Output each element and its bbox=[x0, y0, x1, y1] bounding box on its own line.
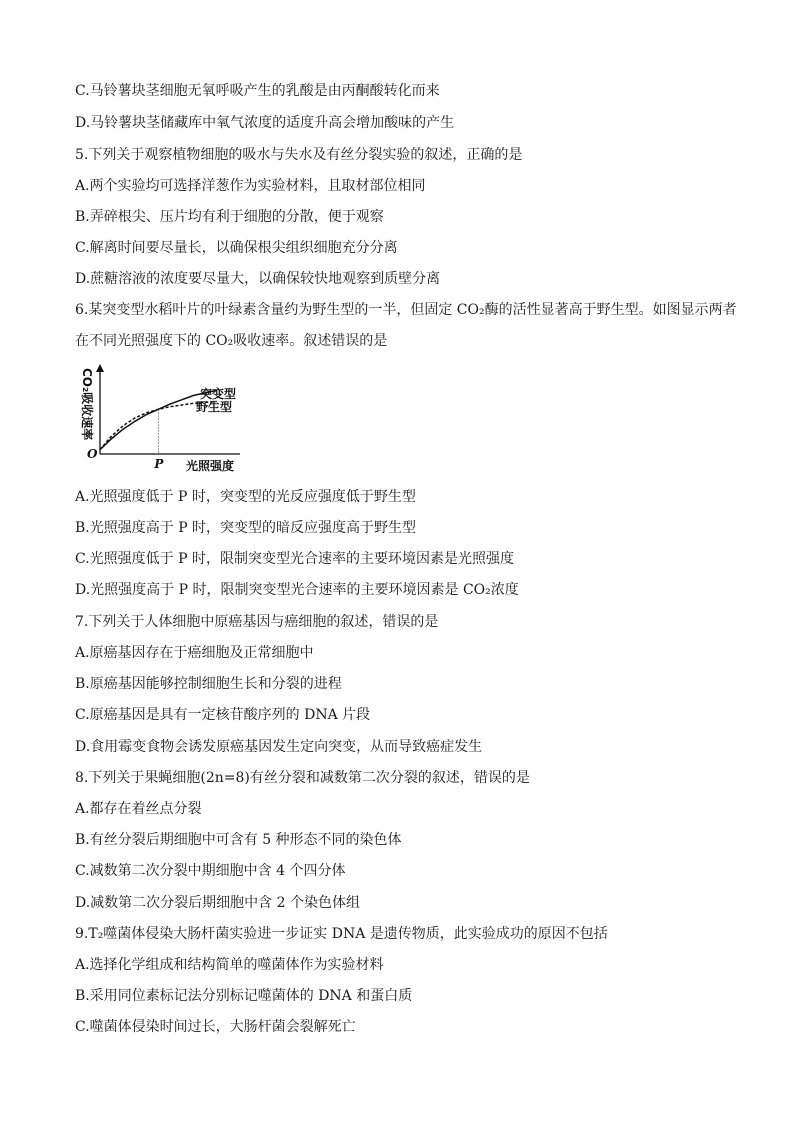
chart-svg bbox=[70, 362, 250, 477]
option-line: C.减数第二次分裂中期细胞中含 4 个四分体 bbox=[75, 863, 346, 879]
option-line: D.食用霉变食物会诱发原癌基因发生定向突变，从而导致癌症发生 bbox=[75, 739, 483, 755]
option-line: C.解离时间要尽量长，以确保根尖组织细胞充分分离 bbox=[75, 240, 398, 256]
option-line: C.噬菌体侵染时间过长，大肠杆菌会裂解死亡 bbox=[75, 1019, 356, 1035]
option-line: A.都存在着丝点分裂 bbox=[75, 801, 202, 817]
option-line: A.原癌基因存在于癌细胞及正常细胞中 bbox=[75, 645, 314, 661]
legend-mutant-label: 突变型 bbox=[200, 387, 237, 401]
option-line: B.光照强度高于 P 时，突变型的暗反应强度高于野生型 bbox=[75, 520, 417, 536]
p-tick-label: P bbox=[154, 457, 164, 471]
option-line: D.光照强度高于 P 时，限制突变型光合速率的主要环境因素是 CO₂浓度 bbox=[75, 582, 519, 598]
option-line: B.采用同位素标记法分别标记噬菌体的 DNA 和蛋白质 bbox=[75, 988, 413, 1004]
option-line: A.选择化学组成和结构简单的噬菌体作为实验材料 bbox=[75, 957, 384, 973]
question-9-stem: 9.T₂噬菌体侵染大肠杆菌实验进一步证实 DNA 是遗传物质，此实验成功的原因不包括 bbox=[75, 926, 608, 942]
option-line: D.减数第二次分裂后期细胞中含 2 个染色体组 bbox=[75, 895, 360, 911]
text-line: D.马铃薯块茎储藏库中氧气浓度的适度升高会增加酸味的产生 bbox=[75, 115, 455, 131]
legend-wild-label: 野生型 bbox=[196, 400, 233, 414]
option-line: A.光照强度低于 P 时，突变型的光反应强度低于野生型 bbox=[75, 489, 416, 505]
text-line: C.马铃薯块茎细胞无氧呼吸产生的乳酸是由丙酮酸转化而来 bbox=[75, 83, 440, 99]
question-8-stem: 8.下列关于果蝇细胞(2n=8)有丝分裂和减数第二次分裂的叙述，错误的是 bbox=[75, 770, 530, 786]
option-line: B.弄碎根尖、压片均有利于细胞的分散，便于观察 bbox=[75, 209, 384, 225]
y-axis-label: CO₂吸收速率 bbox=[80, 368, 94, 441]
option-line: C.原癌基因是具有一定核苷酸序列的 DNA 片段 bbox=[75, 707, 371, 723]
option-line: B.原癌基因能够控制细胞生长和分裂的进程 bbox=[75, 676, 342, 692]
option-line: B.有丝分裂后期细胞中可含有 5 种形态不同的染色体 bbox=[75, 832, 402, 848]
co2-uptake-chart bbox=[70, 362, 250, 477]
question-6-stem: 6.某突变型水稻叶片的叶绿素含量约为野生型的一半，但固定 CO₂酶的活性显著高于野生型。如图显示两者 bbox=[75, 302, 737, 318]
origin-label: O bbox=[87, 447, 98, 461]
option-line: A.两个实验均可选择洋葱作为实验材料，且取材部位相同 bbox=[75, 178, 426, 194]
option-line: C.光照强度低于 P 时，限制突变型光合速率的主要环境因素是光照强度 bbox=[75, 551, 514, 567]
option-line: D.蔗糖溶液的浓度要尽量大，以确保较快地观察到质壁分离 bbox=[75, 271, 441, 287]
x-axis-label: 光照强度 bbox=[186, 459, 235, 473]
question-6-stem-cont: 在不同光照强度下的 CO₂吸收速率。叙述错误的是 bbox=[75, 333, 388, 349]
question-7-stem: 7.下列关于人体细胞中原癌基因与癌细胞的叙述，错误的是 bbox=[75, 614, 439, 630]
question-5-stem: 5.下列关于观察植物细胞的吸水与失水及有丝分裂实验的叙述，正确的是 bbox=[75, 147, 523, 163]
